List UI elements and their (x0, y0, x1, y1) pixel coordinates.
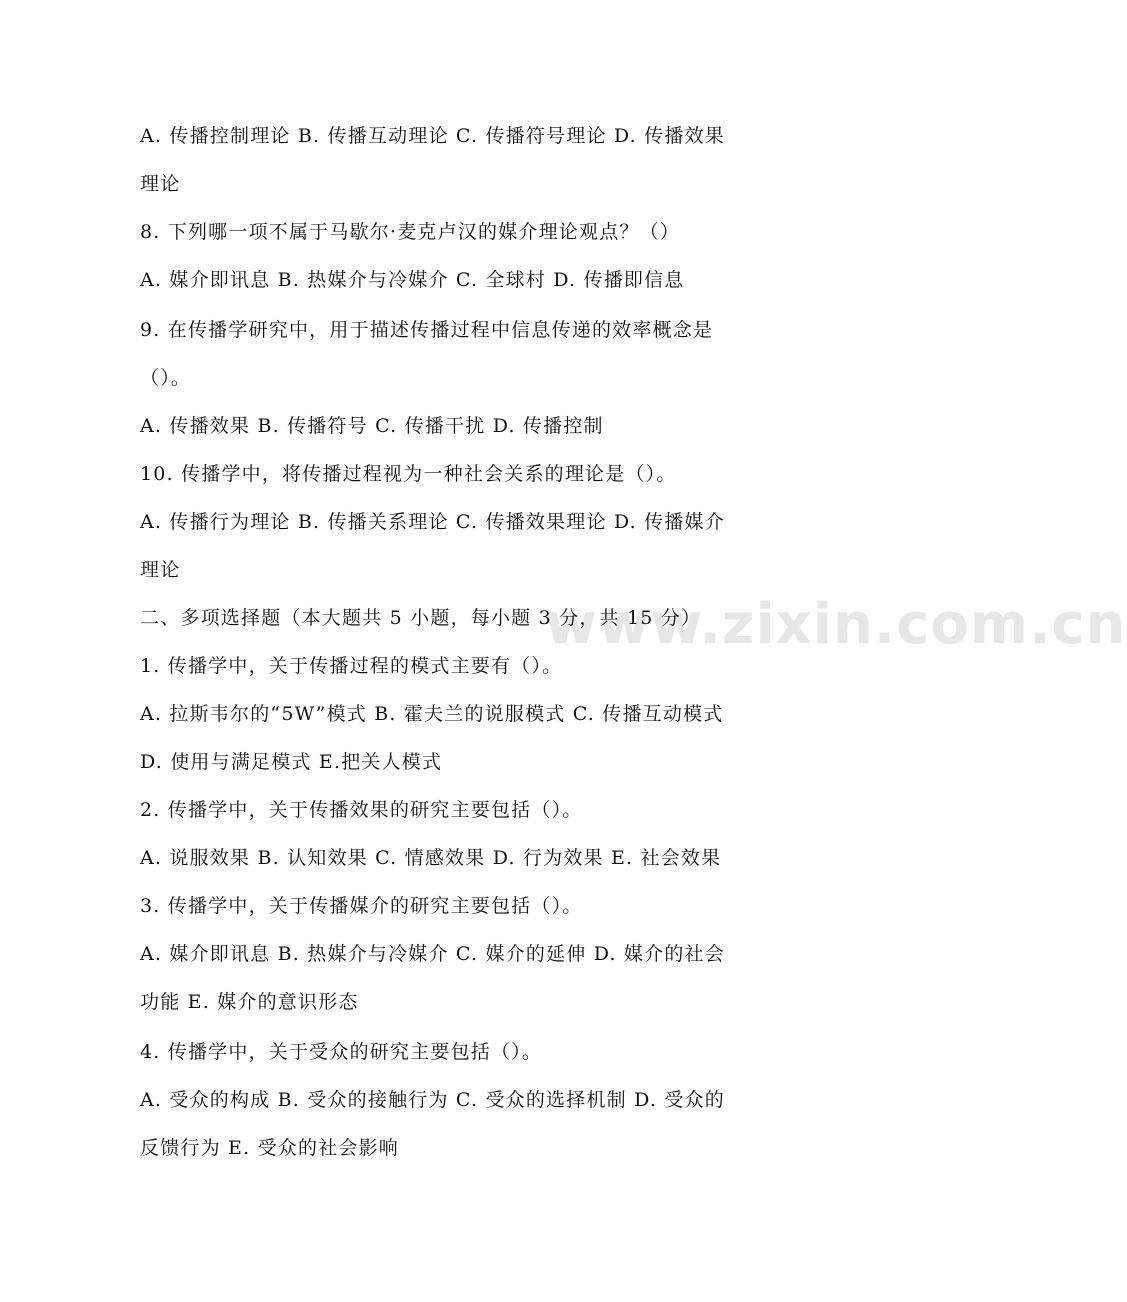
mc-option-line-2: A. 说服效果 B. 认知效果 C. 情感效果 D. 行为效果 E. 社会效果 (140, 847, 722, 869)
option-line-q7-cont: 理论 (140, 173, 181, 195)
option-line-q7: A. 传播控制理论 B. 传播互动理论 C. 传播符号理论 D. 传播效果 (140, 125, 725, 147)
option-line-q8: A. 媒介即讯息 B. 热媒介与冷媒介 C. 全球村 D. 传播即信息 (140, 269, 685, 291)
watermark: www.zixin.com.cn (545, 592, 1127, 657)
mc-option-line-4-cont: 反馈行为 E. 受众的社会影响 (140, 1137, 399, 1159)
mc-question-2: 2. 传播学中，关于传播效果的研究主要包括（）。 (140, 799, 583, 821)
mc-option-line-1-cont: D. 使用与满足模式 E.把关人模式 (140, 751, 443, 773)
mc-question-1: 1. 传播学中，关于传播过程的模式主要有（）。 (140, 655, 563, 677)
question-10: 10. 传播学中，将传播过程视为一种社会关系的理论是（）。 (140, 463, 677, 485)
mc-option-line-1: A. 拉斯韦尔的“5W”模式 B. 霍夫兰的说服模式 C. 传播互动模式 (140, 703, 724, 725)
option-line-q9: A. 传播效果 B. 传播符号 C. 传播干扰 D. 传播控制 (140, 415, 604, 437)
mc-option-line-4: A. 受众的构成 B. 受众的接触行为 C. 受众的选择机制 D. 受众的 (140, 1089, 725, 1111)
mc-option-line-3: A. 媒介即讯息 B. 热媒介与冷媒介 C. 媒介的延伸 D. 媒介的社会 (140, 943, 725, 965)
question-9: 9. 在传播学研究中，用于描述传播过程中信息传递的效率概念是 (140, 319, 714, 341)
question-8: 8. 下列哪一项不属于马歇尔·麦克卢汉的媒介理论观点？（） (140, 221, 681, 243)
question-9-cont: （）。 (140, 367, 192, 389)
option-line-q10: A. 传播行为理论 B. 传播关系理论 C. 传播效果理论 D. 传播媒介 (140, 511, 725, 533)
section-heading: 二、多项选择题（本大题共 5 小题，每小题 3 分，共 15 分） (140, 607, 702, 629)
option-line-q10-cont: 理论 (140, 559, 181, 581)
mc-question-3: 3. 传播学中，关于传播媒介的研究主要包括（）。 (140, 895, 583, 917)
mc-question-4: 4. 传播学中，关于受众的研究主要包括（）。 (140, 1041, 543, 1063)
mc-option-line-3-cont: 功能 E. 媒介的意识形态 (140, 991, 359, 1013)
